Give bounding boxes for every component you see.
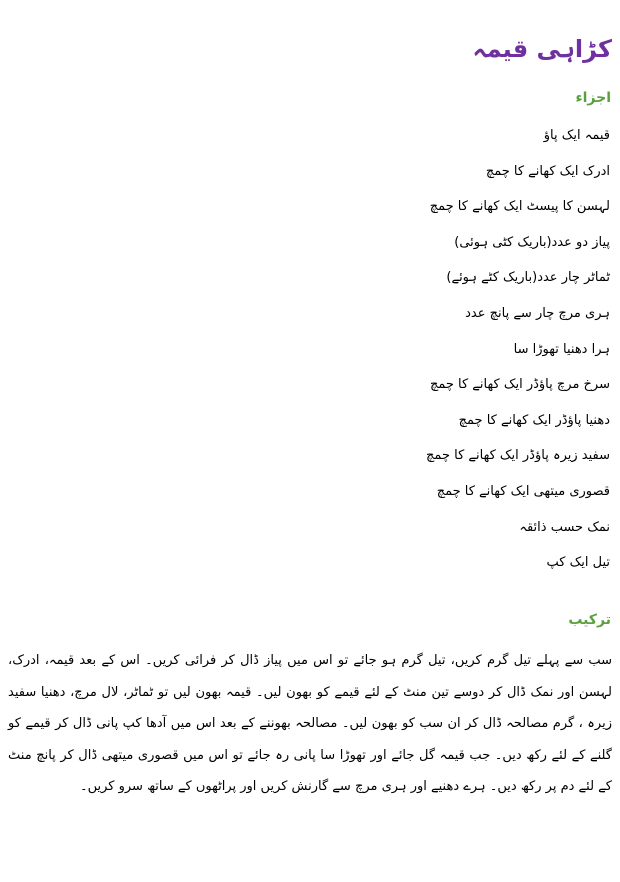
ingredient-item: قیمہ ایک پاؤ [543,128,610,143]
ingredient-item: سرخ مرچ پاؤڈر ایک کھانے کا چمچ [429,377,610,393]
ingredients-list [426,118,610,581]
ingredient-item: ٹماٹر چار عدد(باریک کٹے ہوئے) [446,270,610,286]
ingredient-item: قصوری میتھی ایک کھانے کا چمچ [436,483,610,499]
ingredient-item: نمک حسب ذائقہ [519,519,610,535]
ingredient-item: لہسن کا پیسٹ ایک کھانے کا چمچ [429,199,610,215]
ingredient-item: پیاز دو عدد(باریک کٹی ہوئی) [454,234,610,250]
recipe-title: کڑاہی قیمہ [472,35,612,63]
method-paragraph: سب سے پہلے تیل گرم کریں، تیل گرم ہو جائے تو اس میں پیاز ڈال کر فرائی کریں۔ اس کے بعد قیمہ، ادرک، لہسن اور نمک ڈال کر دوسے تین منٹ کے لئے قیمے کو بھون لیں۔ قیمہ بھون لیں تو ٹماٹر، لال مرچ، دھنیا سفید زیرہ ، گرم مصالحہ ڈال کر ان سب کو بھون لیں۔ مصالحہ بھوننے کے بعد اس میں آدھا کپ پانی ڈال کر قیمے کو گلنے کے لئے رکھ دیں۔ جب قیمہ گل جائے اور تھوڑا سا پانی رہ جائے تو اس میں قصوری میتھی ڈال کر پانچ منٹ کے لئے دم پر رکھ دیں۔ ہرے دھنیے اور ہری مرچ سے گارنش کریں اور پراٹھوں کے ساتھ سرو کریں۔ [8,653,612,794]
ingredient-item: تیل ایک کپ [546,555,610,571]
ingredients-heading: اجزاء [575,90,611,106]
ingredient-item: دھنیا پاؤڈر ایک کھانے کا چمچ [458,412,610,428]
ingredient-item: ہری مرچ چار سے پانچ عدد [465,305,610,321]
ingredient-item: ہرا دھنیا تھوڑا سا [513,341,610,357]
method-heading: ترکیب [568,612,611,628]
ingredient-item: سفید زیرہ پاؤڈر ایک کھانے کا چمچ [426,448,610,464]
ingredient-item: ادرک ایک کھانے کا چمچ [485,163,610,179]
